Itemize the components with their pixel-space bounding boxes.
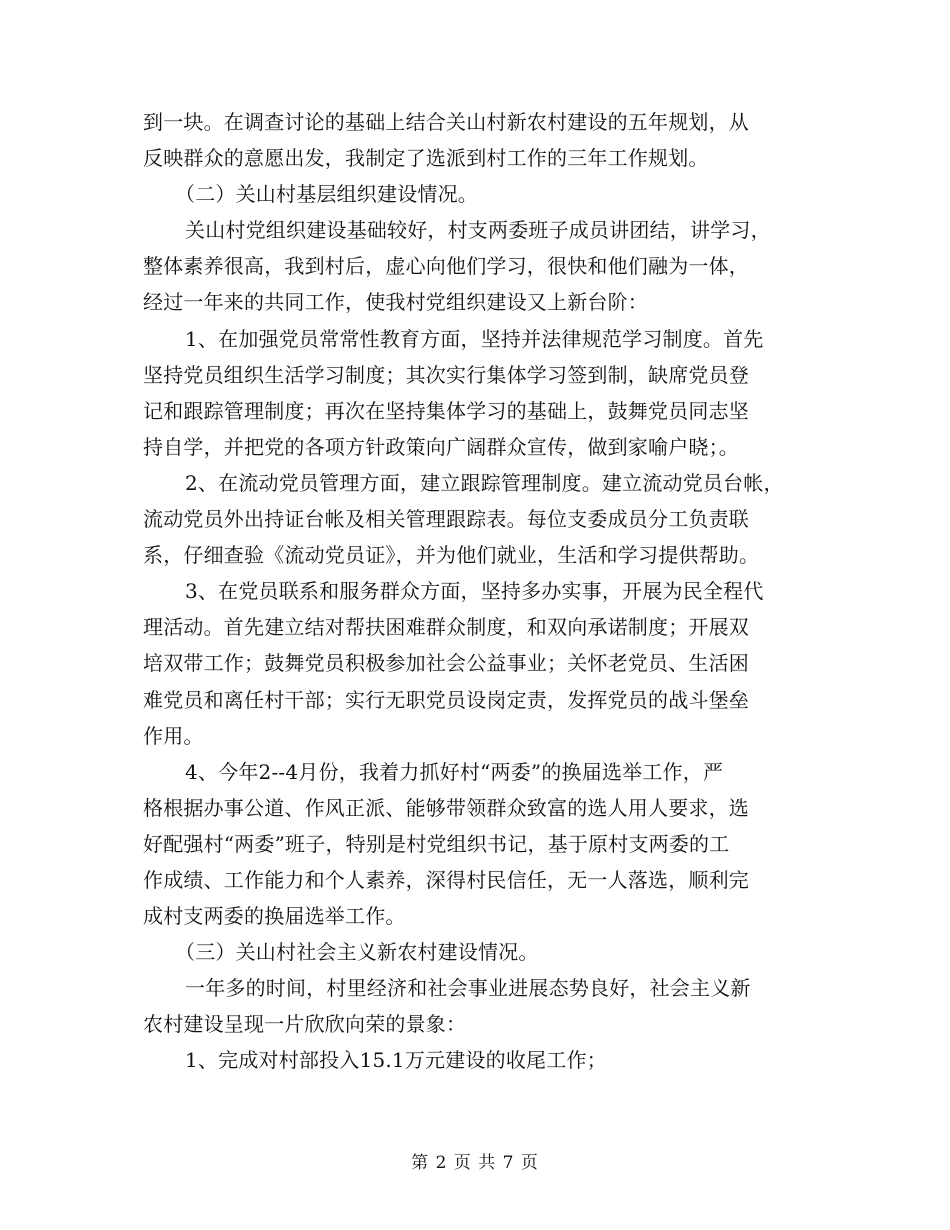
text-line: 1、完成对村部投入15.1万元建设的收尾工作； xyxy=(185,1048,607,1073)
body-text xyxy=(143,104,823,1079)
text-line: 持自学，并把党的各项方针政策向广阔群众宣传，做到家喻户晓；。 xyxy=(143,434,739,459)
section-heading: （二）关山村基层组织建设情况。 xyxy=(175,182,478,207)
text-line: 系，仔细查验《流动党员证》，并为他们就业，生活和学习提供帮助。 xyxy=(143,543,760,568)
text-line: 关山村党组织建设基础较好，村支两委班子成员讲团结，讲学习， xyxy=(185,218,771,243)
text-line: 记和跟踪管理制度；再次在坚持集体学习的基础上，鼓舞党员同志坚 xyxy=(143,398,749,423)
page-footer: 第 2 页 共 7 页 xyxy=(411,1153,539,1173)
text-line: 难党员和离任村干部；实行无职党员设岗定责，发挥党员的战斗堡垒 xyxy=(143,687,749,712)
text-line: 4、今年2--4月份，我着力抓好村“两委”的换届选举工作，严 xyxy=(185,759,724,784)
text-line: 理活动。首先建立结对帮扶困难群众制度，和双向承诺制度；开展双 xyxy=(143,615,749,640)
text-line: 作成绩、工作能力和个人素养，深得村民信任，无一人落选，顺利完 xyxy=(143,867,749,892)
text-line: 农村建设呈现一片欣欣向荣的景象： xyxy=(143,1012,467,1037)
text-line: 3、在党员联系和服务群众方面，坚持多办实事，开展为民全程代 xyxy=(185,579,764,604)
text-line: 一年多的时间，村里经济和社会事业进展态势良好，社会主义新 xyxy=(185,976,751,1001)
text-line: 1、在加强党员常常性教育方面，坚持并法律规范学习制度。首先 xyxy=(185,326,764,351)
text-line: 整体素养很高，我到村后，虚心向他们学习，很快和他们融为一体， xyxy=(143,254,749,279)
text-line: 好配强村“两委”班子，特别是村党组织书记，基于原村支两委的工 xyxy=(143,831,730,856)
text-line: 到一块。在调查讨论的基础上结合关山村新农村建设的五年规划，从 xyxy=(143,110,749,134)
text-line: 坚持党员组织生活学习制度；其次实行集体学习签到制，缺席党员登 xyxy=(143,362,749,387)
text-line: 培双带工作；鼓舞党员积极参加社会公益事业；关怀老党员、生活困 xyxy=(143,651,749,676)
text-line: 2、在流动党员管理方面，建立跟踪管理制度。建立流动党员台帐， xyxy=(185,470,784,495)
text-line: 流动党员外出持证台帐及相关管理跟踪表。每位支委成员分工负责联 xyxy=(143,507,749,532)
text-line: 作用。 xyxy=(143,723,204,748)
section-heading: （三）关山村社会主义新农村建设情况。 xyxy=(175,940,539,965)
text-line: 成村支两委的换届选举工作。 xyxy=(143,904,406,929)
text-line: 格根据办事公道、作风正派、能够带领群众致富的选人用人要求，选 xyxy=(143,795,749,820)
text-line: 经过一年来的共同工作，使我村党组织建设又上新台阶： xyxy=(143,290,648,315)
text-line: 反映群众的意愿出发，我制定了选派到村工作的三年工作规划。 xyxy=(143,146,709,171)
